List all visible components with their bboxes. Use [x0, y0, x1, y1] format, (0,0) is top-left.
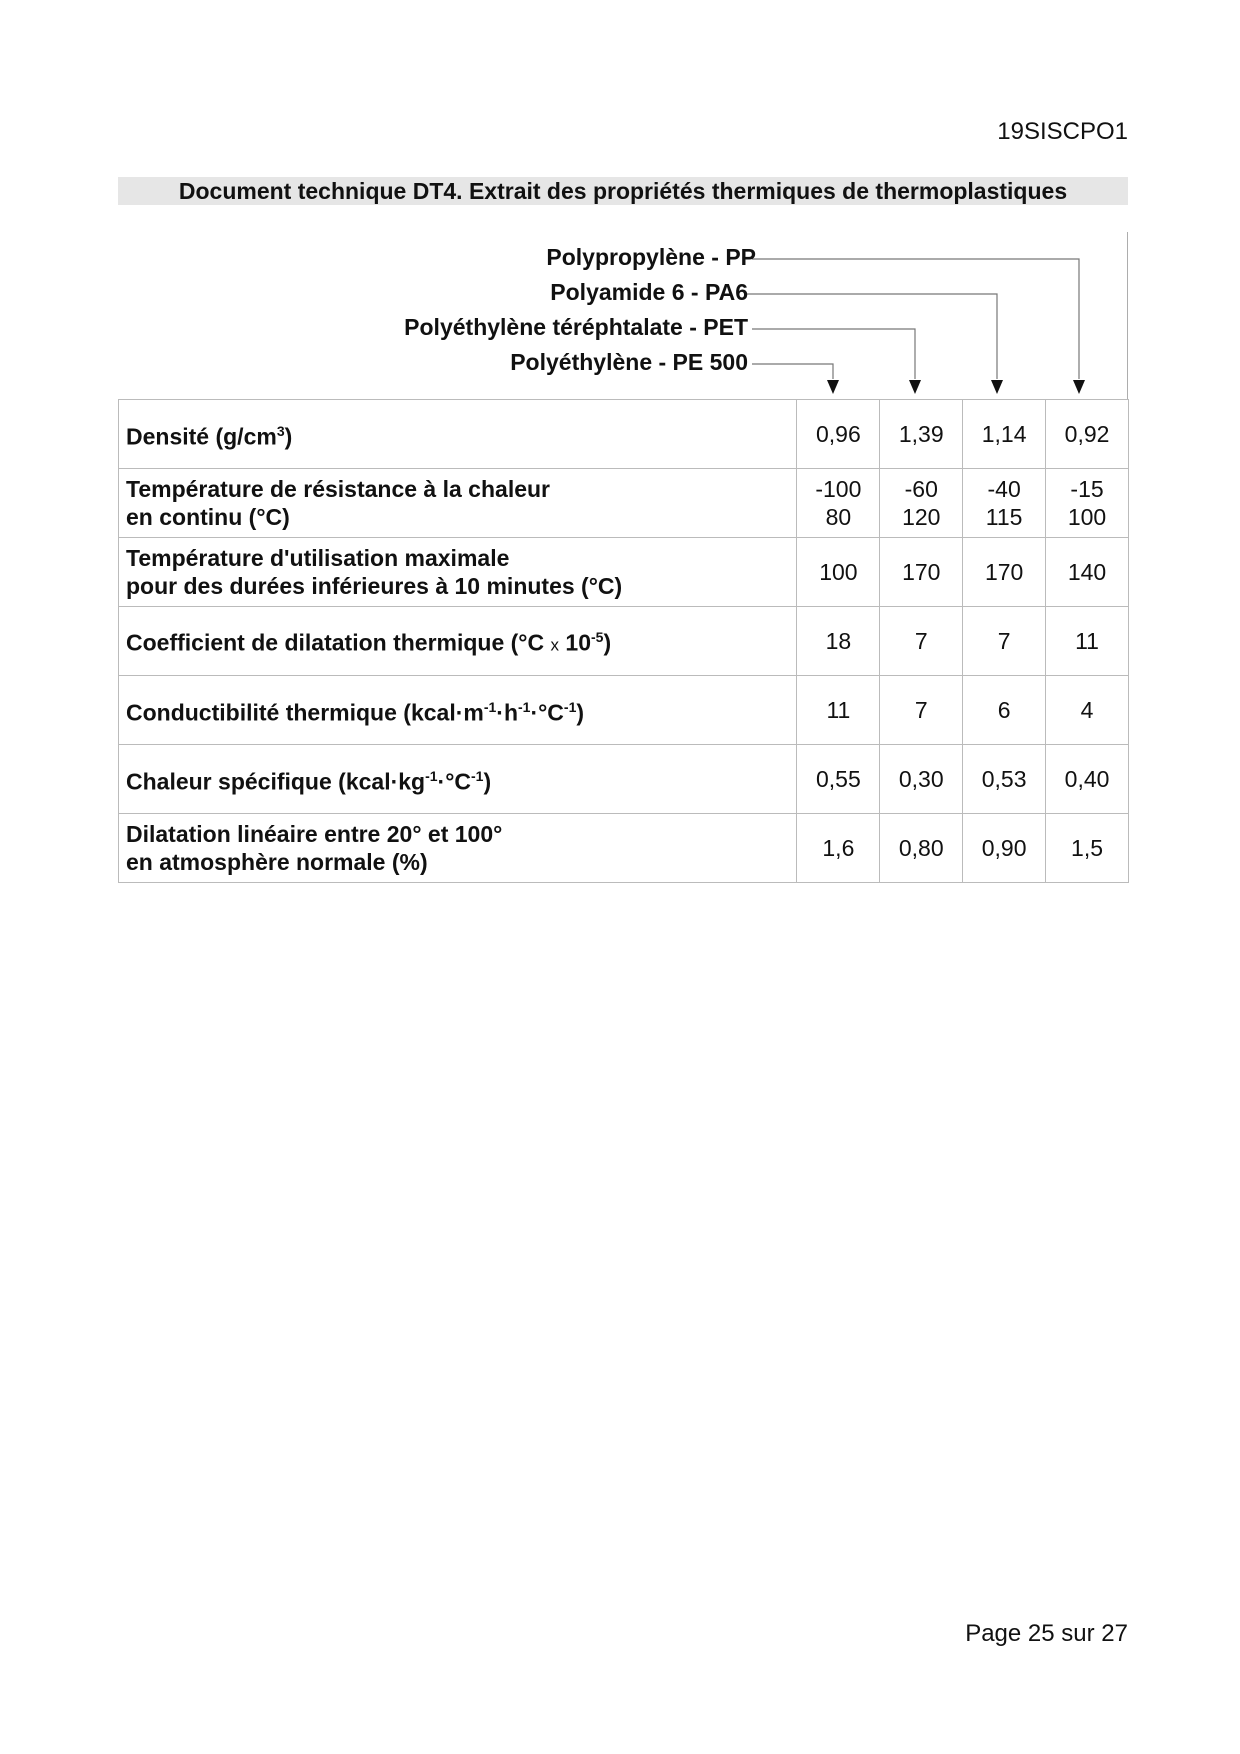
value-cell: 0,30: [880, 745, 963, 814]
value-cell: 7: [880, 607, 963, 676]
properties-table: [118, 399, 1129, 883]
value-cell: 0,80: [880, 814, 963, 883]
value-cell: 0,40: [1046, 745, 1129, 814]
value-cell: 1,14: [963, 400, 1046, 469]
connector-pa6: [744, 294, 997, 379]
row-label: Chaleur spécifique $(kcal\cdot kg^{-1}\cdot^\circ C^{-1})$: [119, 745, 797, 814]
table-row-max-temperature: [119, 538, 1129, 607]
value-cell: 170: [880, 538, 963, 607]
value-cell: 6: [963, 676, 1046, 745]
material-label-pa6: Polyamide 6 - PA6: [550, 279, 748, 305]
document-title: Document technique DT4. Extrait des propriétés thermiques de thermoplastiques: [118, 177, 1128, 205]
value-cell: -40 115: [963, 469, 1046, 538]
materials-legend: [118, 232, 1128, 400]
arrow-pe: [827, 380, 839, 394]
material-label-pe: Polyéthylène - PE 500: [510, 349, 748, 375]
material-label-pet: Polyéthylène téréphtalate - PET: [404, 314, 748, 340]
value-cell: 1,5: [1046, 814, 1129, 883]
table-row-heat-resistance: [119, 469, 1129, 538]
row-label: Densité $(g/cm^3)$: [119, 400, 797, 469]
value-cell: 0,53: [963, 745, 1046, 814]
value-cell: 100: [797, 538, 880, 607]
row-label: Coefficient de dilatation thermique (°C x $10^{-5}$): [119, 607, 797, 676]
row-label: Température de résistance à la chaleur en continu (°C): [119, 469, 797, 538]
row-label: Conductibilité thermique $(kcal\cdot m^{-1}\cdot h^{-1}\cdot^\circ C^{-1})$: [119, 676, 797, 745]
value-cell: 140: [1046, 538, 1129, 607]
value-cell: 0,96: [797, 400, 880, 469]
value-cell: 7: [880, 676, 963, 745]
value-cell: 11: [1046, 607, 1129, 676]
arrow-pa6: [991, 380, 1003, 394]
page-number: Page 25 sur 27: [965, 1620, 1128, 1647]
table-row-density: [119, 400, 1129, 469]
value-cell: 4: [1046, 676, 1129, 745]
value-cell: 0,90: [963, 814, 1046, 883]
value-cell: 1,39: [880, 400, 963, 469]
value-cell: 7: [963, 607, 1046, 676]
table-row-linear-expansion: [119, 814, 1129, 883]
value-cell: -15 100: [1046, 469, 1129, 538]
connector-pe: [752, 364, 833, 379]
value-cell: 11: [797, 676, 880, 745]
arrow-pp: [1073, 380, 1085, 394]
table-row-thermal-expansion: [119, 607, 1129, 676]
value-cell: -60 120: [880, 469, 963, 538]
table-row-thermal-conductivity: [119, 676, 1129, 745]
row-label: Température d'utilisation maximale pour des durées inférieures à 10 minutes (°C): [119, 538, 797, 607]
value-cell: 170: [963, 538, 1046, 607]
value-cell: 0,92: [1046, 400, 1129, 469]
arrow-pet: [909, 380, 921, 394]
document-code: 19SISCPO1: [997, 118, 1128, 145]
value-cell: -100 80: [797, 469, 880, 538]
value-cell: 18: [797, 607, 880, 676]
row-label: Dilatation linéaire entre 20° et 100° en atmosphère normale (%): [119, 814, 797, 883]
material-label-pp: Polypropylène - PP: [546, 244, 756, 270]
table-row-specific-heat: [119, 745, 1129, 814]
value-cell: 1,6: [797, 814, 880, 883]
value-cell: 0,55: [797, 745, 880, 814]
